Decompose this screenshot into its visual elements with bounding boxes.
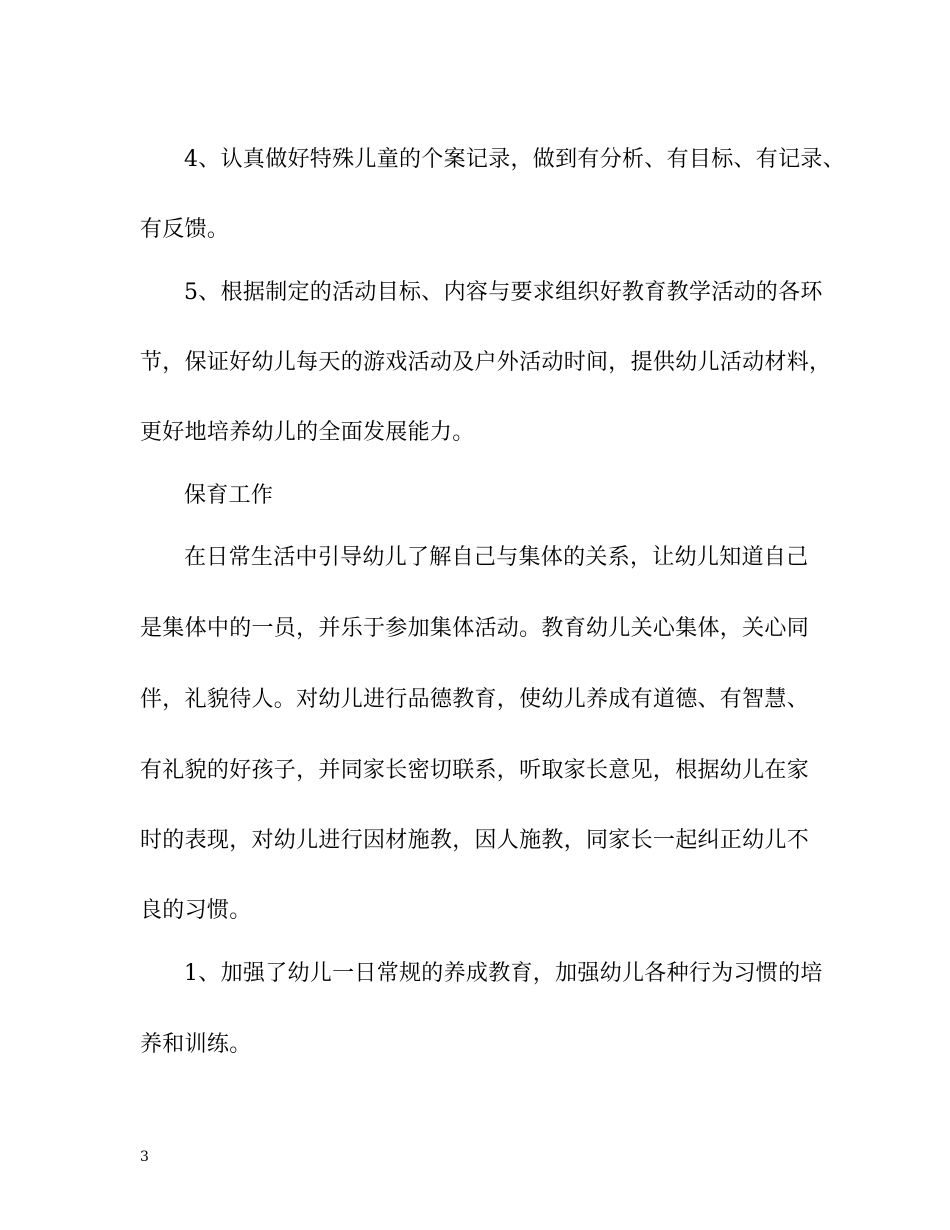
text-line: 有反馈。 xyxy=(140,217,230,242)
text-line: 良的习惯。 xyxy=(140,898,252,923)
page-number: 3 xyxy=(140,1149,149,1165)
text-line: 1、加强了幼儿一日常规的养成教育，加强幼儿各种行为习惯的培 xyxy=(184,961,823,986)
text-line: 节，保证好幼儿每天的游戏活动及户外活动时间，提供幼儿活动材料， xyxy=(140,350,832,375)
text-line: 5、根据制定的活动目标、内容与要求组织好教育教学活动的各环 xyxy=(184,280,823,305)
text-line: 有礼貌的好孩子，并同家长密切联系，听取家长意见，根据幼儿在家 xyxy=(140,758,810,783)
text-line: 伴，礼貌待人。对幼儿进行品德教育，使幼儿养成有道德、有智慧、 xyxy=(140,687,810,712)
text-line: 更好地培养幼儿的全面发展能力。 xyxy=(140,420,475,445)
section-heading: 保育工作 xyxy=(184,483,274,508)
text-line: 4、认真做好特殊儿童的个案记录，做到有分析、有目标、有记录、 xyxy=(184,147,845,172)
text-line: 在日常生活中引导幼儿了解自己与集体的关系，让幼儿知道自己 xyxy=(184,545,809,570)
text-line: 是集体中的一员，并乐于参加集体活动。教育幼儿关心集体，关心同 xyxy=(140,616,810,641)
text-line: 养和训练。 xyxy=(140,1032,252,1057)
text-line: 时的表现，对幼儿进行因材施教，因人施教，同家长一起纠正幼儿不 xyxy=(140,828,810,853)
